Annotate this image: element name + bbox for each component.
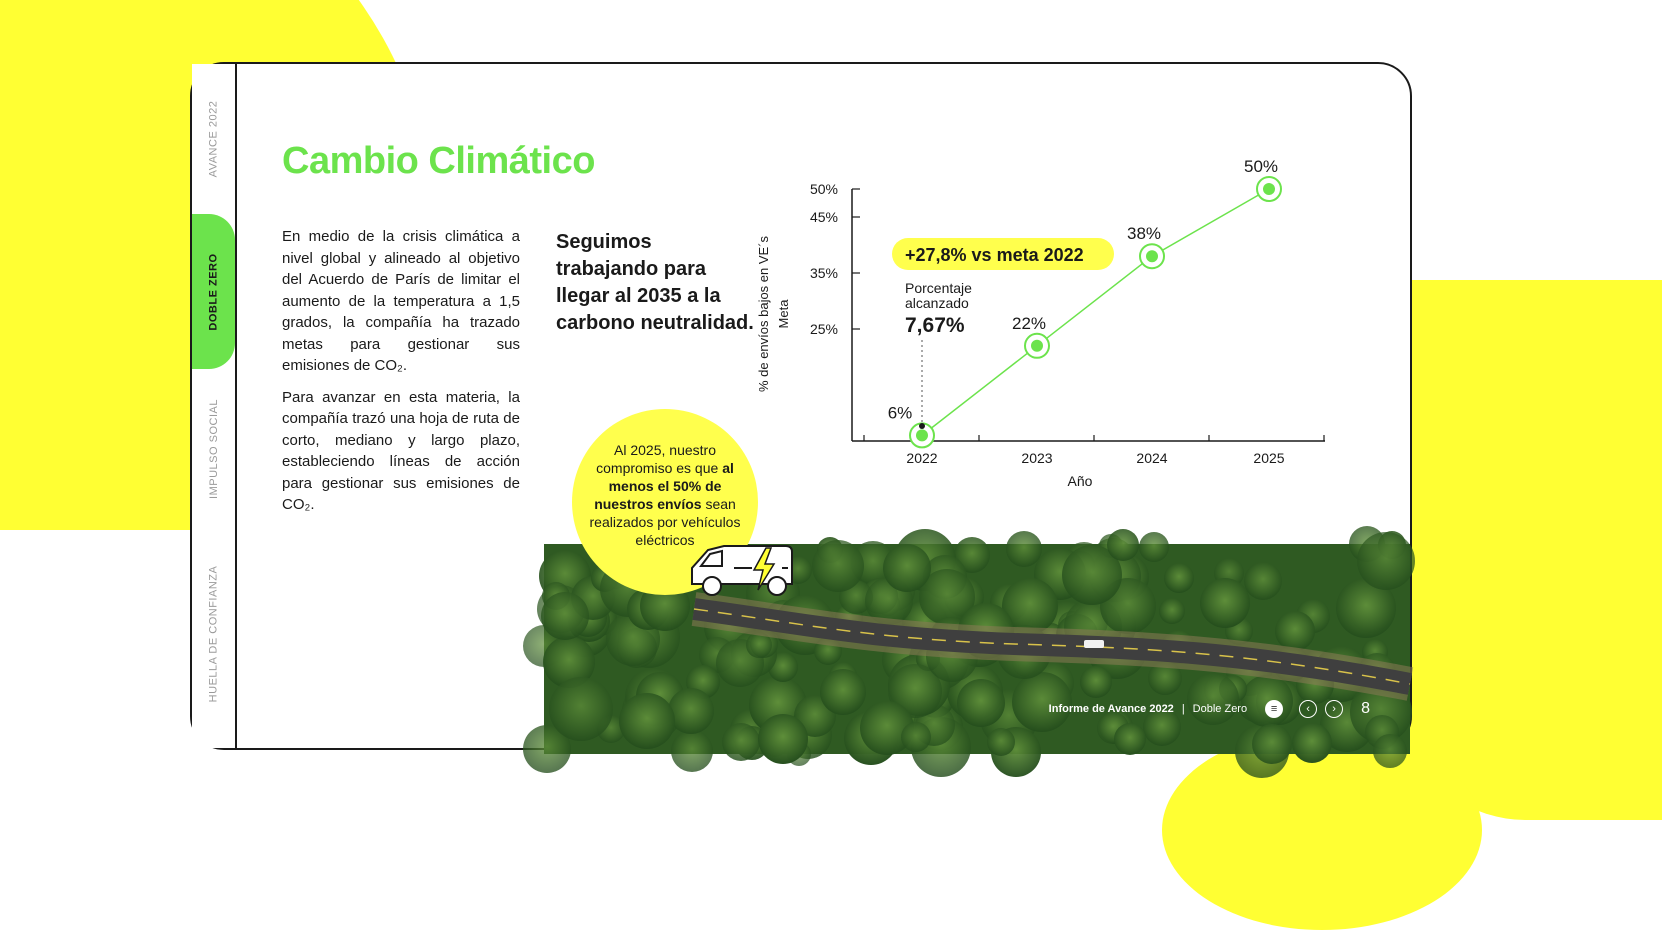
- paragraph: Para avanzar en esta materia, la compañía trazó una hoja de ruta de corto, mediano y largo plazo, estableciendo líneas de acción para gestionar sus emisiones de CO₂.: [282, 388, 520, 513]
- page-footer: [1049, 700, 1370, 718]
- footer-section: Doble Zero: [1192, 703, 1248, 715]
- intro-text: [282, 226, 520, 526]
- achieved-point: [919, 423, 925, 429]
- section-sidebar: [192, 64, 237, 748]
- data-label: 50%: [1243, 157, 1279, 176]
- tab-label: AVANCE 2022: [207, 100, 220, 178]
- y-tick-label: 50%: [809, 181, 838, 197]
- tab-doble-zero[interactable]: [192, 214, 235, 369]
- y-tick-label: 45%: [809, 209, 838, 225]
- headline: Seguimos trabajando para llegar al 2035 a la carbono neutralidad.: [556, 231, 754, 334]
- callout-badge: +27,8% vs meta 2022: [905, 245, 1084, 265]
- previous-page-icon[interactable]: ‹: [1299, 700, 1317, 718]
- bubble-text-bold: al menos el 50% de nuestros envíos: [594, 460, 734, 512]
- data-label: 6%: [887, 403, 913, 423]
- footer-separator: |: [1181, 703, 1185, 715]
- footer-report-title: Informe de Avance 2022: [1048, 703, 1174, 715]
- page-number: 8: [1361, 700, 1370, 717]
- tab-huella-de-confianza[interactable]: [192, 554, 235, 714]
- electric-van-icon: [684, 538, 796, 600]
- tab-impulso-social[interactable]: [192, 384, 235, 514]
- y-tick-label: 25%: [809, 321, 838, 337]
- tab-avance-2022[interactable]: [192, 74, 235, 204]
- paragraph: En medio de la crisis climática a nivel global y alineado al objetivo del Acuerdo de París de limitar el aumento de la temperatura a 1,5 grados, la compañía ha trazado metas para gestionar sus emisiones de CO₂.: [282, 228, 520, 374]
- menu-icon[interactable]: ≡: [1265, 700, 1283, 718]
- y-axis-title: Meta: [776, 299, 791, 329]
- x-tick-label: 2022: [906, 450, 938, 466]
- tab-label: IMPULSO SOCIAL: [207, 399, 220, 499]
- data-point: [916, 429, 928, 441]
- next-page-icon[interactable]: ›: [1325, 700, 1343, 718]
- page-title: Cambio Climático: [282, 140, 595, 182]
- line-chart: [752, 157, 1362, 517]
- data-label: 38%: [1126, 224, 1162, 244]
- series-line: [922, 189, 1269, 435]
- bubble-text: sean realizados por vehículos eléctricos: [589, 496, 741, 548]
- data-point: [1263, 183, 1275, 195]
- y-axis-title: % de envíos bajos en VE´s: [756, 235, 771, 393]
- data-point: [1031, 340, 1043, 352]
- data-point: [1146, 250, 1158, 262]
- achieved-label: Porcentaje: [905, 280, 972, 296]
- achieved-value: 7,67%: [905, 314, 965, 337]
- x-tick-label: 2024: [1136, 450, 1168, 466]
- achieved-label: alcanzado: [905, 295, 969, 311]
- x-axis-title: Año: [1067, 473, 1093, 489]
- report-page: [190, 62, 1412, 750]
- tab-label: DOBLE ZERO: [207, 252, 220, 331]
- y-tick-label: 35%: [809, 265, 838, 281]
- bubble-text: Al 2025, nuestro compromiso es que: [596, 442, 723, 476]
- x-tick-label: 2023: [1021, 450, 1053, 466]
- data-label: 22%: [1011, 313, 1047, 333]
- x-tick-label: 2025: [1253, 450, 1285, 466]
- tab-label: HUELLA DE CONFIANZA: [207, 565, 220, 703]
